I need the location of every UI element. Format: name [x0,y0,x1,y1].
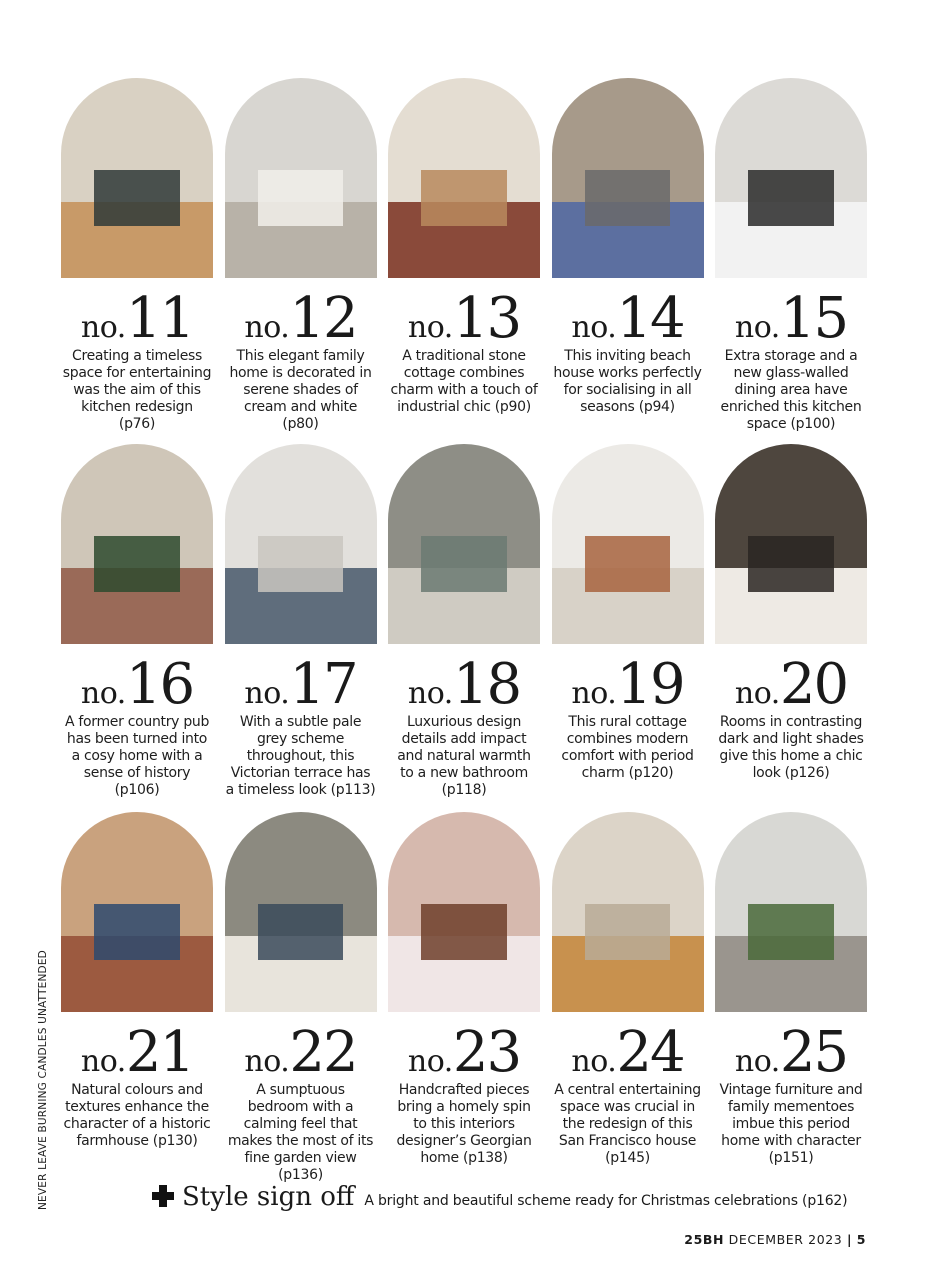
number-prefix: no. [244,310,290,345]
photo-detail [258,536,343,592]
safety-note: NEVER LEAVE BURNING CANDLES UNATTENDED [37,950,49,1210]
number-prefix: no. [734,310,780,345]
feature-number [715,654,867,716]
photo-detail [421,904,506,960]
feature-photo[interactable] [61,444,213,644]
number-prefix: no. [407,310,453,345]
magazine-brand: 25BH [684,1232,725,1247]
number-prefix: no. [407,1044,453,1079]
feature-description: Vintage furniture and family mementoes imbue this period home with character (p151) [719,1082,863,1166]
number-value: 14 [616,286,684,351]
number-prefix: no. [734,1044,780,1079]
feature-item[interactable] [225,444,377,799]
number-prefix: no. [407,676,453,711]
number-prefix: no. [571,676,617,711]
contents-row [61,444,867,799]
number-prefix: no. [80,1044,126,1079]
feature-number [552,288,704,350]
feature-photo[interactable] [715,812,867,1012]
feature-description: Rooms in contrasting dark and light shades give this home a chic look (p126) [718,714,864,781]
number-prefix: no. [80,676,126,711]
photo-detail [585,904,670,960]
feature-description: Handcrafted pieces bring a homely spin to this interiors designer’s Georgian home (p138) [396,1082,532,1166]
number-prefix: no. [80,310,126,345]
number-value: 19 [616,652,684,717]
number-prefix: no. [244,676,290,711]
photo-detail [94,904,179,960]
number-value: 25 [779,1020,848,1085]
feature-photo[interactable] [388,812,540,1012]
number-value: 17 [289,652,357,717]
footer-separator: | [846,1232,853,1247]
number-value: 18 [452,652,521,717]
number-value: 13 [452,286,521,351]
feature-description: This rural cottage combines modern comfort with period charm (p120) [561,714,694,781]
photo-detail [748,536,833,592]
number-prefix: no. [571,310,617,345]
feature-photo[interactable] [715,78,867,278]
number-value: 16 [125,652,194,717]
feature-item[interactable] [552,78,704,433]
page-number: 5 [856,1232,866,1247]
number-value: 21 [125,1020,194,1085]
feature-photo[interactable] [715,444,867,644]
feature-number [552,654,704,716]
feature-photo[interactable] [552,78,704,278]
feature-item[interactable] [388,78,540,433]
feature-number [61,1022,213,1084]
feature-description: A sumptuous bedroom with a calming feel that makes the most of its fine garden view (p136) [227,1082,374,1183]
feature-item[interactable] [715,444,867,799]
number-value: 22 [289,1020,357,1085]
feature-photo[interactable] [225,444,377,644]
feature-photo[interactable] [61,78,213,278]
feature-description: Extra storage and a new glass-walled dining area have enriched this kitchen space (p100) [720,348,862,432]
feature-item[interactable] [225,78,377,433]
feature-description: With a subtle pale grey scheme throughout, this Victorian terrace has a timeless look (p113) [225,714,376,798]
number-value: 23 [452,1020,521,1085]
feature-photo[interactable] [552,444,704,644]
feature-item[interactable] [61,812,213,1184]
number-prefix: no. [734,676,780,711]
feature-photo[interactable] [552,812,704,1012]
feature-photo[interactable] [388,78,540,278]
feature-photo[interactable] [61,812,213,1012]
style-sign-off[interactable] [152,1182,847,1222]
feature-number [225,288,377,350]
feature-item[interactable] [388,444,540,799]
feature-description: This inviting beach house works perfectly for socialising in all seasons (p94) [553,348,702,415]
feature-number [388,288,540,350]
feature-number [388,654,540,716]
sign-off-text: A bright and beautiful scheme ready for Christmas celebrations (p162) [364,1193,848,1209]
feature-item[interactable] [61,444,213,799]
feature-item[interactable] [715,812,867,1184]
number-prefix: no. [571,1044,617,1079]
photo-detail [421,536,506,592]
feature-description: Luxurious design details add impact and natural warmth to a new bathroom (p118) [397,714,531,798]
number-prefix: no. [244,1044,290,1079]
feature-number [388,1022,540,1084]
feature-number [552,1022,704,1084]
feature-item[interactable] [552,444,704,799]
photo-detail [94,536,179,592]
contents-row [61,812,867,1184]
feature-item[interactable] [61,78,213,433]
photo-detail [585,536,670,592]
number-value: 15 [779,286,848,351]
feature-description: A central entertaining space was crucial in the redesign of this San Francisco house (p145) [554,1082,701,1166]
feature-number [225,1022,377,1084]
feature-description: A former country pub has been turned into a cosy home with a sense of history (p106) [64,714,210,798]
plus-icon [152,1185,174,1207]
feature-item[interactable] [388,812,540,1184]
photo-detail [748,170,833,226]
photo-detail [421,170,506,226]
contents-row [61,78,867,433]
feature-photo[interactable] [225,812,377,1012]
feature-description: This elegant family home is decorated in serene shades of cream and white (p80) [229,348,372,432]
issue-date: DECEMBER 2023 [728,1232,843,1247]
feature-number [61,654,213,716]
feature-item[interactable] [225,812,377,1184]
photo-detail [748,904,833,960]
photo-detail [258,904,343,960]
number-value: 24 [616,1020,684,1085]
feature-photo[interactable] [388,444,540,644]
page-footer [684,1232,866,1247]
feature-number [61,288,213,350]
sign-off-title: Style sign off [182,1182,355,1212]
feature-number [715,288,867,350]
feature-description: Natural colours and textures enhance the character of a historic farmhouse (p130) [63,1082,211,1149]
number-value: 11 [125,286,194,351]
photo-detail [258,170,343,226]
photo-detail [94,170,179,226]
number-value: 20 [779,652,848,717]
feature-number [715,1022,867,1084]
feature-description: A traditional stone cottage combines charm with a touch of industrial chic (p90) [390,348,538,415]
number-value: 12 [289,286,357,351]
feature-photo[interactable] [225,78,377,278]
feature-description: Creating a timeless space for entertaining was the aim of this kitchen redesign (p76) [62,348,212,432]
photo-detail [585,170,670,226]
feature-item[interactable] [715,78,867,433]
feature-number [225,654,377,716]
feature-item[interactable] [552,812,704,1184]
